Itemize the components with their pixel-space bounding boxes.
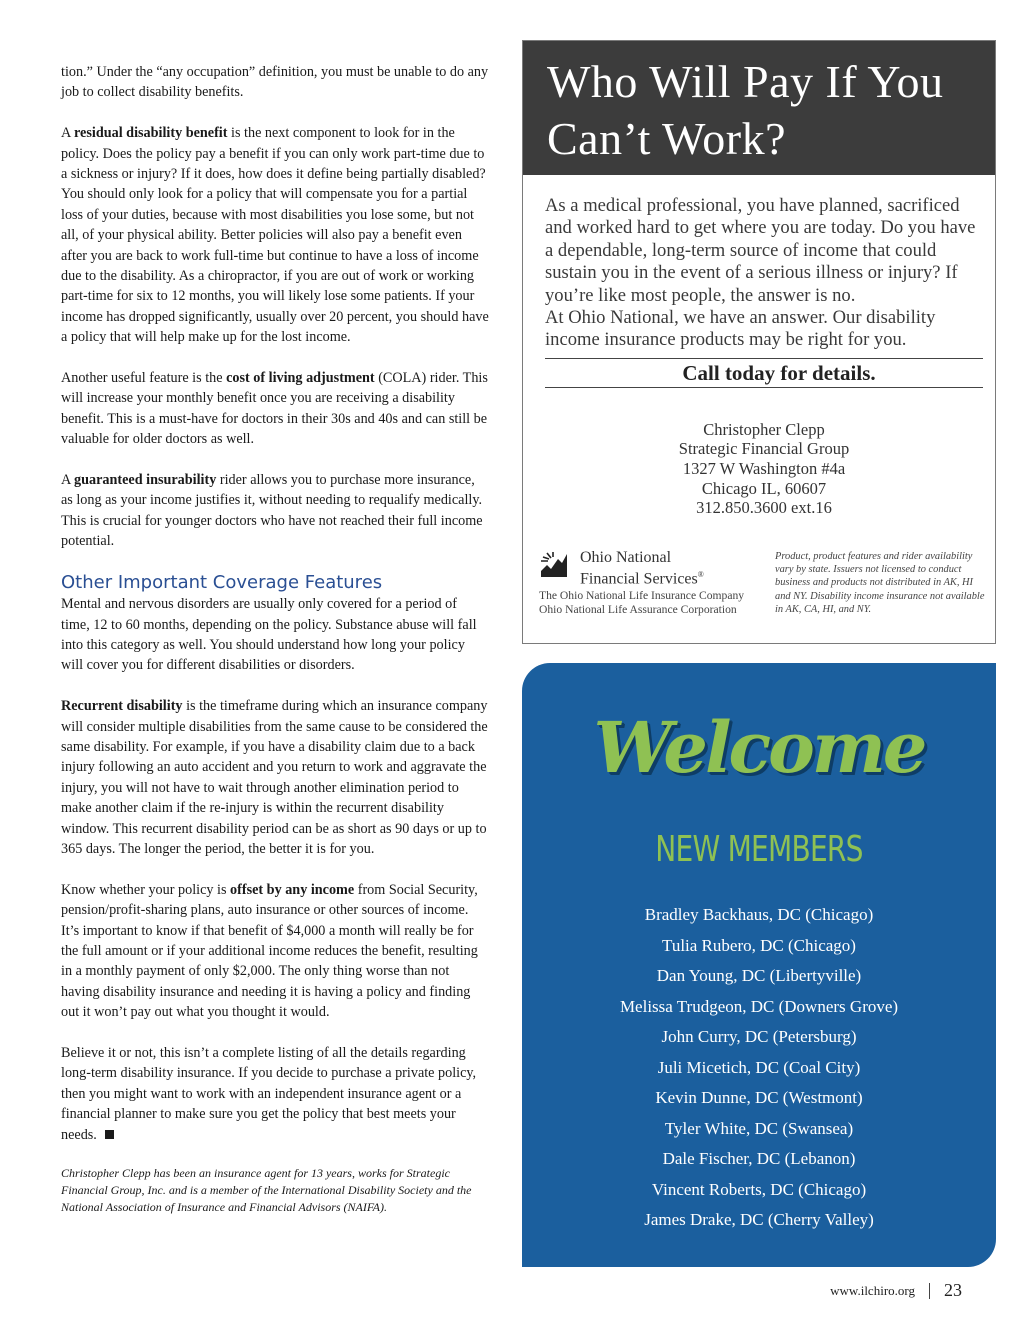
- logo-line: Financial Services: [580, 570, 698, 588]
- ad-body: [523, 175, 995, 352]
- member-list: [522, 900, 996, 1236]
- article-paragraph: tion.” Under the “any occupation” definition, you must be unable to do any job to collect disability benefits.: [61, 64, 489, 101]
- logo-line: Ohio National: [580, 549, 672, 566]
- section-heading: Other Important Coverage Features: [61, 572, 383, 594]
- list-item: Melissa Trudgeon, DC (Downers Grove): [619, 996, 899, 1016]
- logo-wordmark: [580, 549, 704, 587]
- text-run: Believe it or not, this isn’t a complete listing of all the details regarding long-term disability insurance. If you decide to purchase a private policy, then you might want to work with an independent insurance agent or a financial planner to make sure you get the policy that best meets your needs.: [61, 1044, 477, 1143]
- author-bio: Christopher Clepp has been an insurance agent for 13 years, works for Strategic Financial Group, Inc. and is a member of the International Disability Society and the National Association of Insurance and Financial Advisors (NAIFA).: [61, 1166, 472, 1215]
- contact-city: Chicago IL, 60607: [701, 478, 827, 498]
- ad-headline: [523, 41, 995, 175]
- key-term: Recurrent disability: [61, 698, 183, 715]
- contact-name: Christopher Clepp: [703, 419, 825, 439]
- text-run: is the next component to look for in the policy. Does the policy pay a benefit if you can only work part-time due to a sickness or injury? If it does, how does it define being partially disabled? You should only look for a policy that will compensate you for a partial loss of your duties, because with most disabilities you lose some, but not all, of your physical ability. Better policies will also pay a benefit even after you are back to work full-time but continue to have a loss of income due to the disability. As a chiropractor, if you are out of work or working part-time for six to 12 months, you will likely lose some patients. If your income has dropped significantly, usually over 20 percent, you should have a policy that will help make up for the lost income.: [61, 125, 489, 346]
- ad-footer: [539, 549, 985, 631]
- ohio-national-logo-icon: [539, 551, 569, 579]
- ad-body-paragraph: As a medical professional, you have planned, sacrificed and worked hard to get where you are today. Do you have a dependable, long-term source of income that could sustain you in the event of a serious illness or injury? If you’re like most people, the answer is no.: [545, 195, 976, 306]
- article-paragraph: [61, 696, 489, 859]
- list-item: Dan Young, DC (Libertyville): [656, 966, 862, 985]
- list-item: James Drake, DC (Cherry Valley): [644, 1210, 874, 1229]
- article-paragraph: [61, 470, 489, 552]
- key-term: guaranteed insurability: [74, 472, 217, 489]
- text-run: (COLA) rider. This will increase your monthly benefit once you are receiving a disability benefit. This is a must-have for doctors in their 30s and 40s and can still be valuable for older doctors as well.: [61, 370, 488, 448]
- welcome-script-title: Welcome: [593, 706, 925, 789]
- list-item: Kevin Dunne, DC (Westmont): [655, 1088, 863, 1107]
- ad-contact-block: [523, 420, 995, 518]
- list-item: Vincent Roberts, DC (Chicago): [651, 1179, 867, 1199]
- text-run: Another useful feature is the: [61, 370, 227, 387]
- contact-street: 1327 W Washington #4a: [682, 459, 846, 479]
- ad-call-to-action: Call today for details.: [545, 358, 983, 388]
- welcome-new-members-panel: [522, 663, 996, 1267]
- page-footer: [830, 1280, 962, 1301]
- ad-body-paragraph: At Ohio National, we have an answer. Our disability income insurance products may be right for you.: [545, 307, 936, 351]
- text-run: Know whether your policy is: [61, 881, 231, 898]
- article-paragraph: [61, 1043, 489, 1145]
- text-run: from Social Security, pension/profit-sharing plans, auto insurance or other sources of income. It’s important to know if that benefit of $4,000 a month will really be for the full amount or if your additional income reduces the benefit, resulting in a monthly payment of only $2,000. The only thing worse than not having disability insurance and needing it is having a policy and finding out it won’t pay out what you thought it would.: [61, 881, 478, 1021]
- text-run: A: [61, 125, 75, 142]
- registered-mark: ®: [697, 570, 704, 579]
- insurance-advertisement: [522, 40, 996, 644]
- footer-divider: [929, 1283, 930, 1299]
- article-paragraph: Mental and nervous disorders are usually only covered for a period of time, 12 to 60 months, depending on the policy. Substance abuse will fall into this category as well. You should understand how long your policy will cover you for different disabilities or disorders.: [61, 596, 477, 674]
- end-of-article-mark: [105, 1130, 114, 1139]
- company-name: Ohio National Life Assurance Corporation: [539, 603, 737, 616]
- page-number: 23: [944, 1280, 962, 1300]
- list-item: Bradley Backhaus, DC (Chicago): [644, 905, 874, 924]
- ad-disclaimer: Product, product features and rider availability vary by state. Issuers not licensed to conduct business and products not distributed in AK, HI and NY. Disability income insurance not available in AK, CA, HI, and NY.: [775, 551, 985, 615]
- ad-headline-line: Can’t Work?: [547, 113, 787, 164]
- list-item: Tyler White, DC (Swansea): [664, 1118, 854, 1138]
- article-column: [61, 62, 489, 1237]
- list-item: Dale Fischer, DC (Lebanon): [662, 1149, 856, 1168]
- company-name: The Ohio National Life Insurance Company: [539, 589, 745, 602]
- article-paragraph: [61, 880, 489, 1023]
- list-item: John Curry, DC (Petersburg): [661, 1027, 857, 1046]
- key-term: residual disability benefit: [74, 125, 228, 142]
- list-item: Juli Micetich, DC (Coal City): [657, 1057, 861, 1077]
- contact-phone: 312.850.3600 ext.16: [696, 498, 832, 518]
- text-run: rider allows you to purchase more insurance, as long as your income justifies it, without needing to requalify medically. This is crucial for younger doctors who have not reached their full income potential.: [61, 472, 483, 550]
- list-item: Tulia Rubero, DC (Chicago): [662, 935, 856, 955]
- article-paragraph: [61, 368, 489, 450]
- text-run: A: [61, 472, 75, 489]
- website-link[interactable]: www.ilchiro.org: [830, 1282, 915, 1298]
- key-term: offset by any income: [230, 881, 355, 898]
- article-paragraph: [61, 123, 489, 347]
- new-members-subtitle: NEW MEMBERS: [655, 829, 863, 870]
- company-names: [539, 589, 744, 617]
- ad-headline-line: Who Will Pay If You: [547, 56, 944, 107]
- text-run: is the timeframe during which an insurance company will consider multiple disabilities from the same cause to be considered the same disability. For example, if you have a disability claim due to a back injury following an auto accident and you return to work and aggravate the injury, you will not have to wait through another elimination period to make another claim if the re-injury is within the recurrent disability window. This recurrent disability period can be as short as 90 days or up to 365 days. The longer the period, the better it is for you.: [61, 698, 488, 857]
- key-term: cost of living adjustment: [226, 370, 375, 387]
- contact-company: Strategic Financial Group: [678, 439, 850, 459]
